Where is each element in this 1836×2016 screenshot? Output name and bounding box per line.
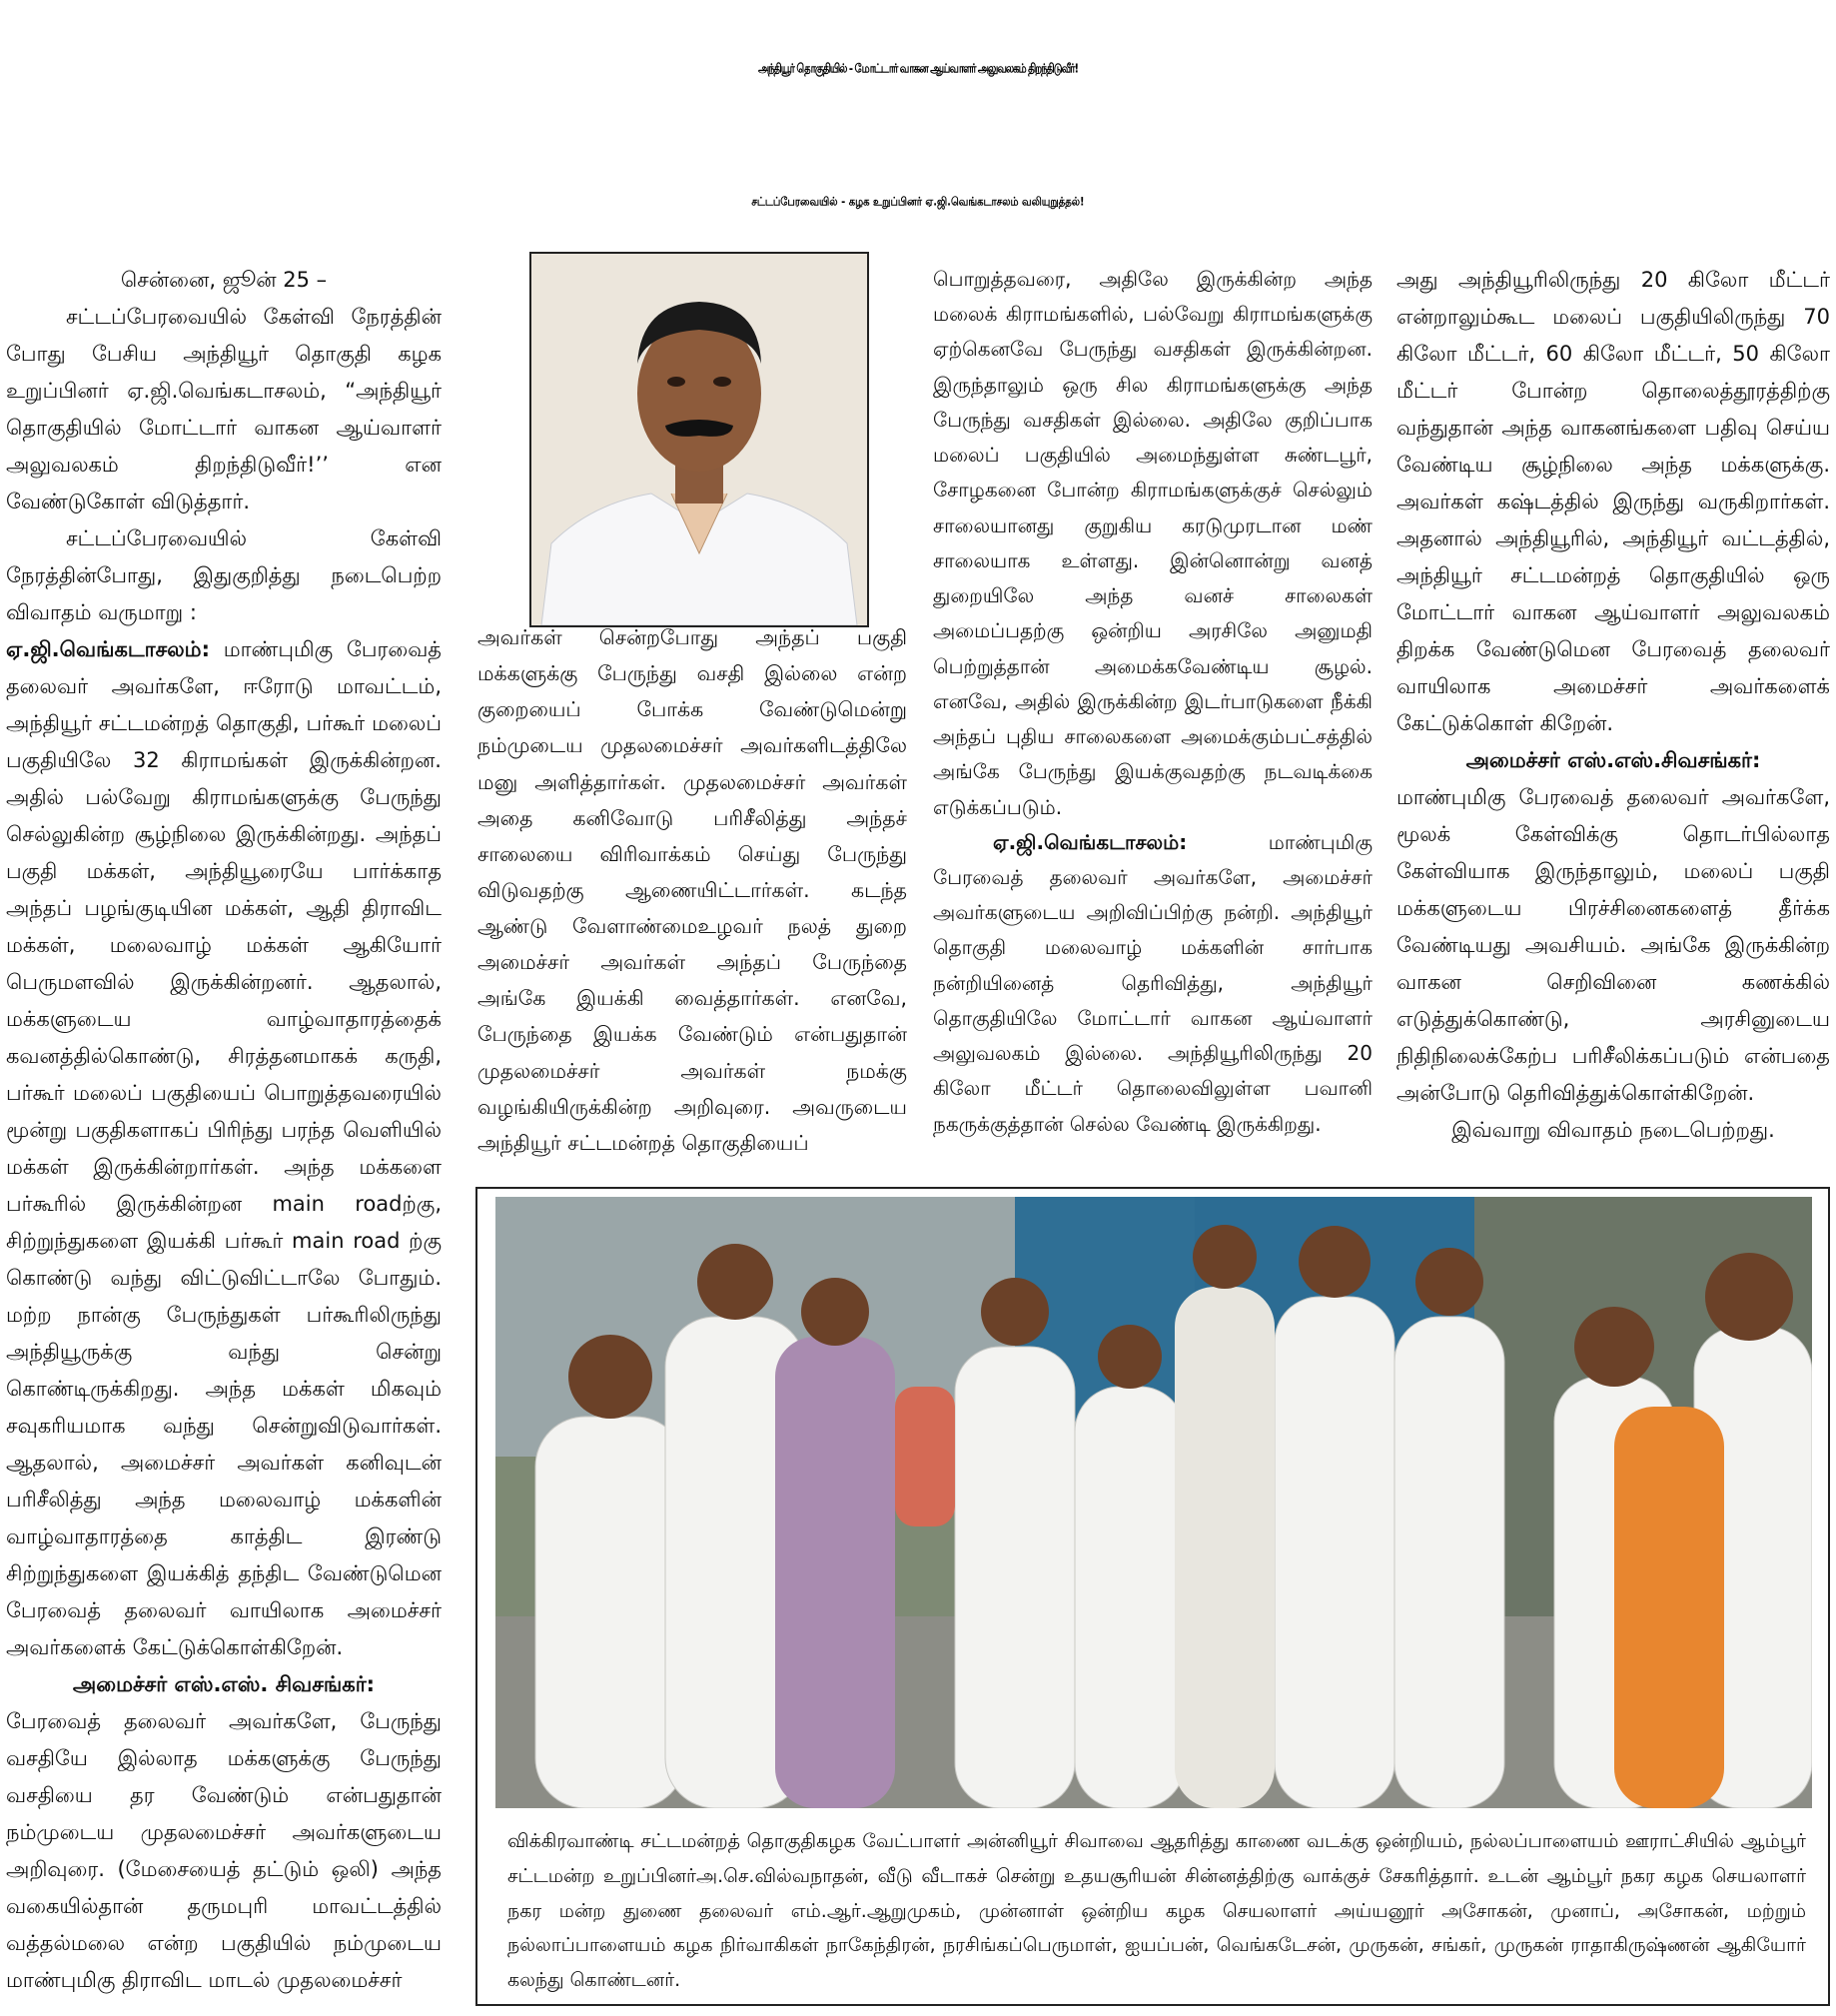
paragraph: சட்டப்பேரவையில் கேள்வி நேரத்தின் போது பேசிய அந்தியூர் தொகுதி கழக உறுப்பினர் ஏ.ஜி.வெங்கடாசலம், “அந்தியூர் தொகுதியில் மோட்டார் வாகன ஆய்வாளர் அலுவலகம் திறந்திடுவீர்!’’ என வேண்டுகோள் விடுத்தார். (6, 305, 442, 513)
paragraph (933, 825, 1373, 1142)
mla-portrait-photo (529, 252, 869, 627)
campaign-group-photo (495, 1197, 1812, 1808)
dateline: சென்னை, ஜூன் 25 – (120, 268, 328, 292)
paragraph: அவர்கள் சென்றபோது அந்தப் பகுதி மக்களுக்கு பேருந்து வசதி இல்லை என்ற குறையைப் போக்க வேண்டுமென்று நம்முடைய முதலமைச்சர் அவர்களிடத்திலே மனு அளித்தார்கள். முதலமைச்சர் அவர்கள் அதை கனிவோடு பரிசீலித்து அந்தச் சாலையை விரிவாக்கம் செய்து பேருந்து விடுவதற்கு ஆணையிட்டார்கள். கடந்த ஆண்டு வேளாண்மைஉழவர் நலத் துறை அமைச்சர் அவர்கள் அந்தப் பேருந்தை அங்கே இயக்கி வைத்தார்கள். எனவே, பேருந்தை இயக்க வேண்டும் என்பதுதான் முதலமைச்சர் அவர்கள் நமக்கு வழங்கியிருக்கின்ற அறிவுரை. அவருடைய அந்தியூர் சட்டமன்றத் தொகுதியைப் (477, 625, 907, 1155)
article-column-3 (933, 262, 1373, 1171)
headline: அந்தியூர் தொகுதியில் - மோட்டார் வாகன ஆய்வாளர் அலுவலகம் திறந்திடுவீர்! (758, 62, 1078, 77)
photo-caption: விக்கிரவாண்டி சட்டமன்றத் தொகுதிகழக வேட்பாளர் அன்னியூர் சிவாவை ஆதரித்து காணை வடக்கு ஒன்றியம், நல்லப்பாளையம் ஊராட்சியில் ஆம்பூர் சட்டமன்ற உறுப்பினர்அ.செ.வில்வநாதன், வீடு வீடாகச் சென்று உதயசூரியன் சின்னத்திற்கு வாக்குச் சேகரித்தார். உடன் ஆம்பூர் நகர கழக செயலாளர் நகர மன்ற துணை தலைவர் எம்.ஆர்.ஆறுமுகம், முன்னாள் ஒன்றிய கழக செயலாளர் அய்யனூர் அசோகன், முனாப், அசோகன், மற்றும் நல்லாப்பாளையம் கழக நிர்வாகிகள் நாகேந்திரன், நரசிங்கப்பெருமாள், ஐயப்பன், வெங்கடேசன், முருகன், சங்கர், முருகன் ராதாகிருஷ்ணன் ஆகியோர் கலந்து கொண்டனர். (507, 1830, 1806, 1992)
paragraph: பொறுத்தவரை, அதிலே இருக்கின்ற அந்த மலைக் கிராமங்களில், பல்வேறு கிராமங்களுக்கு ஏற்கெனவே பேருந்து வசதிகள் இருக்கின்றன. இருந்தாலும் ஒரு சில கிராமங்களுக்கு அந்த பேருந்து வசதிகள் இல்லை. அதிலே குறிப்பாக மலைப் பகுதியில் அமைந்துள்ள சுண்டபூர், சோழகனை போன்ற கிராமங்களுக்குச் செல்லும் சாலையானது குறுகிய கரடுமுரடான மண் சாலையாக உள்ளது. இன்னொன்று வனத் துறையிலே அந்த வனச் சாலைகள் அமைப்பதற்கு ஒன்றிய அரசிலே அனுமதி பெற்றுத்தான் அமைக்கவேண்டிய சூழல். எனவே, அதில் இருக்கின்ற இடர்பாடுகளை நீக்கி அந்தப் புதிய சாலைகளை அமைக்கும்பட்சத்தில் அங்கே பேருந்து இயக்குவதற்கு நடவடிக்கை எடுக்கப்படும். (933, 267, 1373, 819)
speaker-name: அமைச்சர் எஸ்.எஸ். சிவசங்கர்: (72, 1672, 376, 1696)
portrait-illustration (531, 254, 867, 625)
paragraph: மாண்புமிகு பேரவைத் தலைவர் அவர்களே, மூலக் கேள்விக்கு தொடர்பில்லாத கேள்வியாக இருந்தாலும், மலைப் பகுதி மக்களுடைய பிரச்சினைகளைத் தீர்க்க வேண்டியது அவசியம். அங்கே இருக்கின்ற வாகன செறிவினை கணக்கில் எடுத்துக்கொண்டு, அரசினுடைய நிதிநிலைக்கேற்ப பரிசீலிக்கப்படும் என்பதை அன்போடு தெரிவித்துக்கொள்கிறேன். (1396, 785, 1830, 1105)
paragraph: பேரவைத் தலைவர் அவர்களே, பேருந்து வசதியே இல்லாத மக்களுக்கு பேருந்து வசதியை தர வேண்டும் என்பதுதான் நம்முடைய முதலமைச்சர் அவர்களுடைய அறிவுரை. (மேசையைத் தட்டும் ஒலி) அந்த வகையில்தான் தருமபுரி மாவட்டத்தில் வத்தல்மலை என்ற பகுதியில் நம்முடைய மாண்புமிகு திராவிட மாடல் முதலமைச்சர் (6, 1709, 442, 1992)
speech-text: மாண்புமிகு பேரவைத் தலைவர் அவர்களே, ஈரோடு மாவட்டம், அந்தியூர் சட்டமன்றத் தொகுதி, பர்கூர் மலைப் பகுதியிலே 32 கிராமங்கள் இருக்கின்றன. அதில் பல்வேறு கிராமங்களுக்கு பேருந்து செல்லுகின்ற சூழ்நிலை இருக்கின்றது. அந்தப் பகுதி மக்கள், அந்தியூரையே பார்க்காத அந்தப் பழங்குடியின மக்கள், ஆதி திராவிட மக்கள், மலைவாழ் மக்கள் ஆகியோர் பெருமளவில் இருக்கின்றனர். ஆதலால், மக்களுடைய வாழ்வாதாரத்தைக் கவனத்தில்கொண்டு, சிரத்தனமாகக் கருதி, பர்கூர் மலைப் பகுதியைப் பொறுத்தவரையில் மூன்று பகுதிகளாகப் பிரிந்து பரந்த வெளியில் மக்கள் இருக்கின்றார்கள். அந்த மக்களை பர்கூரில் இருக்கின்றன main roadற்கு, சிற்றுந்துகளை இயக்கி பர்கூர் main road ற்கு கொண்டு வந்து விட்டுவிட்டாலே போதும். மற்ற நான்கு பேருந்துகள் பர்கூரிலிருந்து அந்தியூருக்கு வந்து சென்று கொண்டிருக்கிறது. அந்த மக்கள் மிகவும் சவுகரியமாக வந்து சென்றுவிடுவார்கள். ஆதலால், அமைச்சர் அவர்கள் கனிவுடன் பரிசீலித்து அந்த மலைவாழ் மக்களின் வாழ்வாதாரத்தை காத்திட இரண்டு சிற்றுந்துகளை இயக்கித் தந்திட வேண்டுமென பேரவைத் தலைவர் வாயிலாக அமைச்சர் அவர்களைக் கேட்டுக்கொள்கிறேன். (6, 637, 442, 1659)
speech-text: மாண்புமிகு பேரவைத் தலைவர் அவர்களே, அமைச்சர் அவர்களுடைய அறிவிப்பிற்கு நன்றி. அந்தியூர் தொகுதி மலைவாழ் மக்களின் சார்பாக நன்றியினைத் தெரிவித்து, அந்தியூர் தொகுதியிலே மோட்டார் வாகன ஆய்வாளர் அலுவலகம் இல்லை. அந்தியூரிலிருந்து 20 கிலோ மீட்டர் தொலைவிலுள்ள பவானி நகருக்குத்தான் செல்ல வேண்டி இருக்கிறது. (933, 829, 1373, 1136)
group-photo-illustration (495, 1197, 1812, 1808)
subheadline: சட்டப்பேரவையில் - கழக உறுப்பினர் ஏ.ஜி.வெங்கடாசலம் வலியுறுத்தல்! (751, 196, 1085, 209)
speaker-name: ஏ.ஜி.வெங்கடாசலம்: (6, 637, 210, 661)
article-column-1 (6, 262, 442, 2016)
article-column-2 (477, 619, 907, 1171)
speaker-name: ஏ.ஜி.வெங்கடாசலம்: (993, 829, 1188, 854)
closing-line: இவ்வாறு விவாதம் நடைபெற்றது. (1451, 1118, 1775, 1142)
paragraph (6, 631, 442, 1666)
paragraph: சட்டப்பேரவையில் கேள்வி நேரத்தின்போது, இதுகுறித்து நடைபெற்ற விவாதம் வருமாறு : (6, 526, 442, 624)
article-column-4 (1396, 262, 1830, 1171)
campaign-photo-box (475, 1187, 1830, 2006)
paragraph: அது அந்தியூரிலிருந்து 20 கிலோ மீட்டர் என்றாலும்கூட மலைப் பகுதியிலிருந்து 70 கிலோ மீட்டர், 60 கிலோ மீட்டர், 50 கிலோ மீட்டர் போன்ற தொலைத்தூரத்திற்கு வந்துதான் அந்த வாகனங்களை பதிவு செய்ய வேண்டிய சூழ்நிலை அந்த மக்களுக்கு. அவர்கள் கஷ்டத்தில் இருந்து வருகிறார்கள். அதனால் அந்தியூரில், அந்தியூர் வட்டத்தில், அந்தியூர் சட்டமன்றத் தொகுதியில் ஒரு மோட்டார் வாகன ஆய்வாளர் அலுவலகம் திறக்க வேண்டுமென பேரவைத் தலைவர் வாயிலாக அமைச்சர் அவர்களைக் கேட்டுக்கொள் கிறேன். (1396, 268, 1830, 735)
speaker-name: அமைச்சர் எஸ்.எஸ்.சிவசங்கர்: (1465, 748, 1761, 772)
